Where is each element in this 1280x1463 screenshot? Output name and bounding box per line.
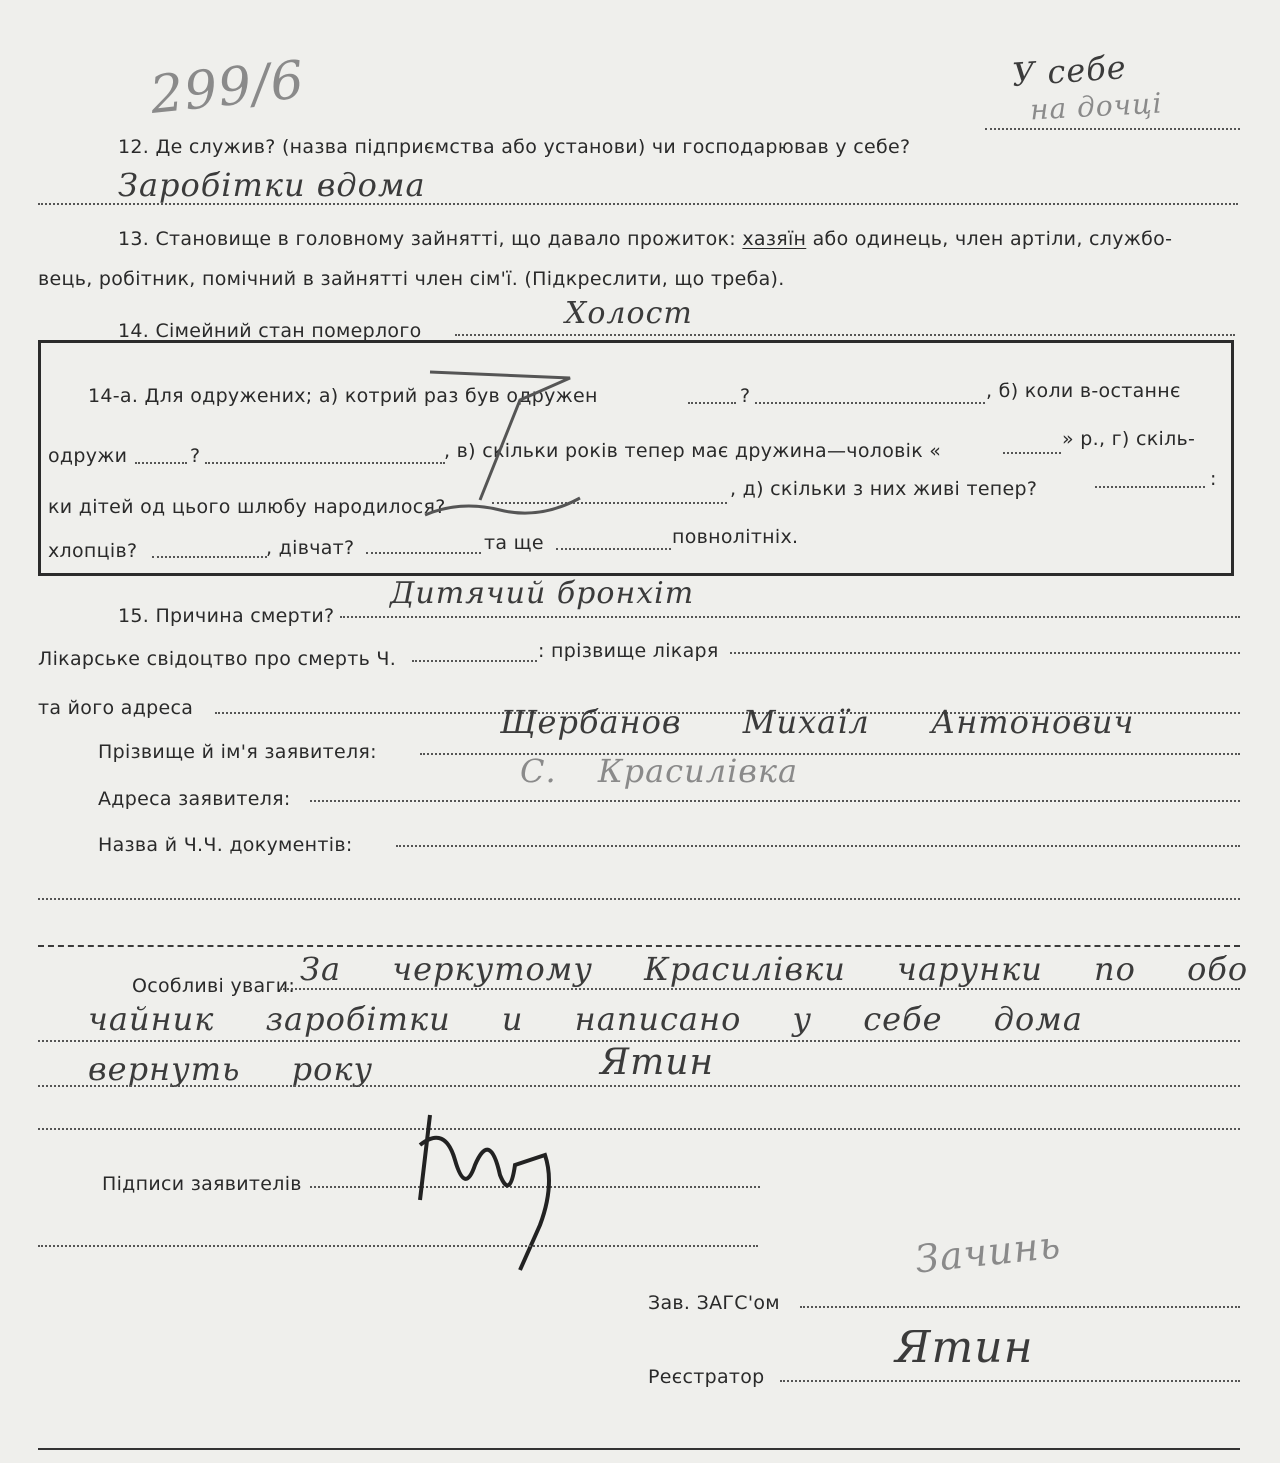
notes-line3: вернуть року <box>88 1050 374 1088</box>
q14-question: 14. Сімейний стан померлого <box>118 320 422 342</box>
q14a-line2-a: одружи <box>48 445 128 467</box>
q14a-line2-b: , в) скільки років тепер має дружина—чоловік « <box>444 440 942 462</box>
applicant-address-label: Адреса заявителя: <box>98 788 291 810</box>
applicants-signature-line2 <box>38 1245 758 1247</box>
head-label: Зав. ЗАГС'ом <box>648 1292 780 1314</box>
head-line <box>800 1306 1240 1308</box>
archive-number: 299/6 <box>147 50 308 126</box>
q14a-line4-a: хлопців? <box>48 540 138 562</box>
q14a-blank4 <box>205 462 445 464</box>
q13-line1-b: або одинець, член артіли, службо- <box>806 228 1173 250</box>
notes-line1: За черкутому Красилівки чарунки по обо <box>300 950 1249 988</box>
q15-doctor: : прізвище лікаря <box>538 640 719 662</box>
q13-line2: вець, робітник, помічний в зайнятті член сім'ї. (Підкреслити, що треба). <box>38 268 785 290</box>
applicant-name-label: Прізвище й ім'я заявителя: <box>98 741 377 763</box>
q14a-q1: ? <box>740 385 751 407</box>
q14a-strike-marks <box>420 360 620 530</box>
q15-answer: Дитячий бронхіт <box>390 576 695 611</box>
notes-line4-rule <box>38 1128 1240 1130</box>
applicant-address-value: С. Красилівка <box>520 752 799 790</box>
q15-doctor-blank <box>730 652 1240 654</box>
notes-line1-rule <box>280 988 1240 990</box>
q15-line <box>340 616 1240 618</box>
q14a-blank3 <box>135 462 187 464</box>
q12-line-b <box>38 203 1238 205</box>
applicant-docs-line2 <box>38 898 1240 900</box>
applicant-signature-mark <box>395 1105 555 1275</box>
q14a-line4-b: , дівчат? <box>266 537 355 559</box>
head-signature: Зачинь <box>913 1222 1064 1282</box>
notes-line3-signature: Ятин <box>600 1042 715 1083</box>
q15-address: та його адреса <box>38 697 194 719</box>
q14a-line4-d: повнолітніх. <box>672 526 799 548</box>
q14a-line2-c: » р., г) скіль- <box>1062 428 1196 450</box>
bottom-rule <box>38 1448 1240 1450</box>
q14a-line4-c: та ще <box>484 532 544 554</box>
q14a-line3-a: ки дітей од цього шлюбу народилося? <box>48 496 446 518</box>
q14-line <box>455 334 1235 336</box>
q14a-line3-c: : <box>1210 468 1217 490</box>
q14a-blank8 <box>152 556 267 558</box>
q12-answer-top2: на дочці <box>1029 86 1164 127</box>
applicant-address-line <box>310 800 1240 802</box>
q14a-line3-b: , д) скільки з них живі тепер? <box>730 478 1038 500</box>
q12-answer-top: У себе <box>1010 48 1128 94</box>
applicant-name-value: Щербанов Михаїл Антонович <box>500 703 1135 741</box>
q14a-blank2 <box>755 402 985 404</box>
q14a-q2: ? <box>190 445 201 467</box>
q12-line-a <box>985 128 1240 130</box>
q15-cert: Лікарське свідоцтво про смерть Ч. <box>38 648 397 670</box>
q14a-blank10 <box>556 548 671 550</box>
applicant-docs-line <box>396 845 1240 847</box>
q15-question: 15. Причина смерти? <box>118 605 335 627</box>
notes-line2: чайник заробітки и написано у себе дома <box>88 1000 1083 1038</box>
applicants-signature-label: Підписи заявителів <box>102 1173 302 1195</box>
q14a-blank7 <box>1095 486 1205 488</box>
registrar-signature: Ятин <box>895 1322 1034 1373</box>
q14a-blank9 <box>366 552 481 554</box>
q14a-blank1 <box>688 402 736 404</box>
q12-question: 12. Де служив? (назва підприємства або установи) чи господарював у себе? <box>118 136 911 158</box>
q14a-blank5 <box>1003 452 1061 454</box>
registrar-line <box>780 1380 1240 1382</box>
q12-answer: Заробітки вдома <box>118 166 426 204</box>
notes-line3-rule <box>38 1085 1240 1087</box>
q13-line1 <box>118 228 1172 250</box>
q15-cert-blank <box>412 660 537 662</box>
q13-line1-a: 13. Становище в головному зайнятті, що давало прожиток: <box>118 228 743 250</box>
applicant-docs-label: Назва й Ч.Ч. документів: <box>98 834 353 856</box>
q14-answer: Холост <box>565 296 693 331</box>
q14a-line1-a: 14-а. Для одружених; а) котрий раз був одружен <box>88 385 598 407</box>
registrar-label: Реєстратор <box>648 1366 765 1388</box>
notes-separator <box>38 945 1240 947</box>
q14a-line1-b: , б) коли в-останнє <box>986 380 1181 402</box>
q13-underlined-option: хазяїн <box>742 228 807 250</box>
notes-label: Особливі уваги: <box>132 975 296 997</box>
